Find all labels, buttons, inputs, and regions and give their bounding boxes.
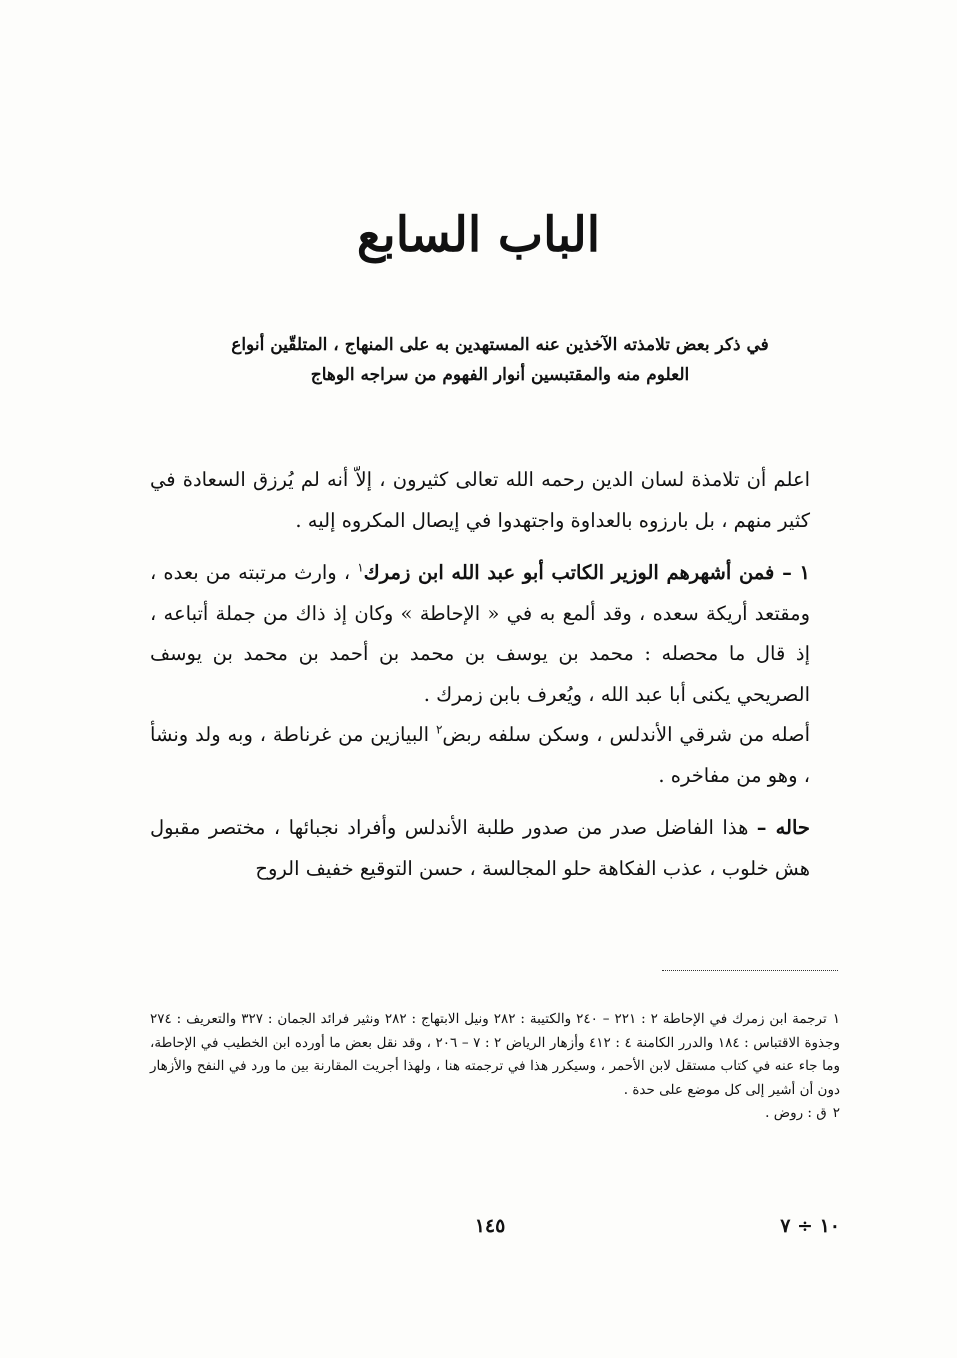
paragraph-origin-start: أصله من شرقي الأندلس ، وسكن سلفه ربض: [442, 723, 810, 746]
footnote-2-text: ق : روض .: [765, 1105, 827, 1121]
paragraph-intro: اعلم أن تلامذة لسان الدين رحمه الله تعالى كثيرون ، إلاّ أنه لم يُرزق السعادة في كثير منهم ، بل بارزوه بالعداوة واجتهدوا في إيصال المكروه إليه .: [150, 468, 810, 532]
footnote-1: [150, 1008, 840, 1102]
paragraph-ibn-zamrak-rest: ، وارث مرتبته من بعده ، ومقتعد أريكة سعده ، وقد ألمع به في « الإحاطة » وكان إذ ذاك من جملة أتباعه ، إذ قال ما محصله : محمد بن يوسف بن محمد بن أحمد بن محمد بن يوسف الصريحي يكنى أبا عبد الله ، ويُعرف بابن زمرك .: [150, 561, 810, 706]
footnote-2: [150, 1102, 840, 1126]
chapter-title: الباب السابع: [356, 207, 601, 263]
chapter-subtitle-line-2: العلوم منه والمقتبسين أنوار الفهوم من سراجه الوهاج: [310, 365, 690, 385]
paragraph-ibn-zamrak-lead: ١ – فمن أشهرهم الوزير الكاتب أبو عبد الله ابن زمرك: [363, 561, 810, 584]
chapter-subtitle-line-1: في ذكر بعض تلامذته الآخذين عنه المستهدين به على المنهاج ، المتلقّين أنواع: [231, 335, 769, 355]
paragraph-state-rest: هذا الفاضل صدر من صدور طلبة الأندلس وأفراد نجبائها ، مختصر مقبول هش خلوب ، عذب الفكاهة حلو المجالسة ، حسن التوقيع خفيف الروح: [150, 816, 810, 880]
footnotes: [150, 1008, 840, 1126]
footnote-ref-2: ٢: [435, 722, 443, 737]
paragraph-state: [150, 808, 810, 889]
footnote-1-number: ١: [832, 1011, 840, 1027]
footnote-divider: [662, 970, 838, 971]
page-number: ١٤٥: [474, 1215, 506, 1237]
footnote-ref-1: ١: [357, 560, 364, 575]
signature-mark: ١٠ ÷ ٧: [780, 1215, 840, 1237]
paragraph-origin: [150, 715, 810, 796]
paragraph-ibn-zamrak: [150, 553, 810, 715]
main-text: [150, 460, 810, 901]
footnote-2-number: ٢: [832, 1105, 840, 1121]
footnote-1-text: ترجمة ابن زمرك في الإحاطة ٢ : ٢٢١ – ٢٤٠ والكتيبة : ٢٨٢ ونيل الابتهاج : ٢٨٢ ونثير فرائد الجمان : ٣٢٧ والتعريف : ٢٧٤ وجذوة الاقتباس : ١٨٤ والدرر الكامنة ٤ : ٤١٢ وأزهار الرياض ٢ : ٧ – ٢٠٦ ، وقد نقل بعض ما أورده ابن الخطيب في الإحاطة، وما جاء عنه في كتاب مستقل لابن الأحمر ، وسيكرر هذا في ترجمته هنا ، ولهذا أجريت المقارنة بين ما ورد في النفح والأزهار دون أن أشير إلى كل موضع على حدة .: [150, 1011, 840, 1098]
chapter-subtitle: [215, 330, 785, 390]
paragraph-state-lead: حاله –: [756, 816, 810, 839]
paragraph-origin-rest: البيازين من غرناطة ، وبه ولد ونشأ ، وهو من مفاخره .: [150, 723, 810, 787]
